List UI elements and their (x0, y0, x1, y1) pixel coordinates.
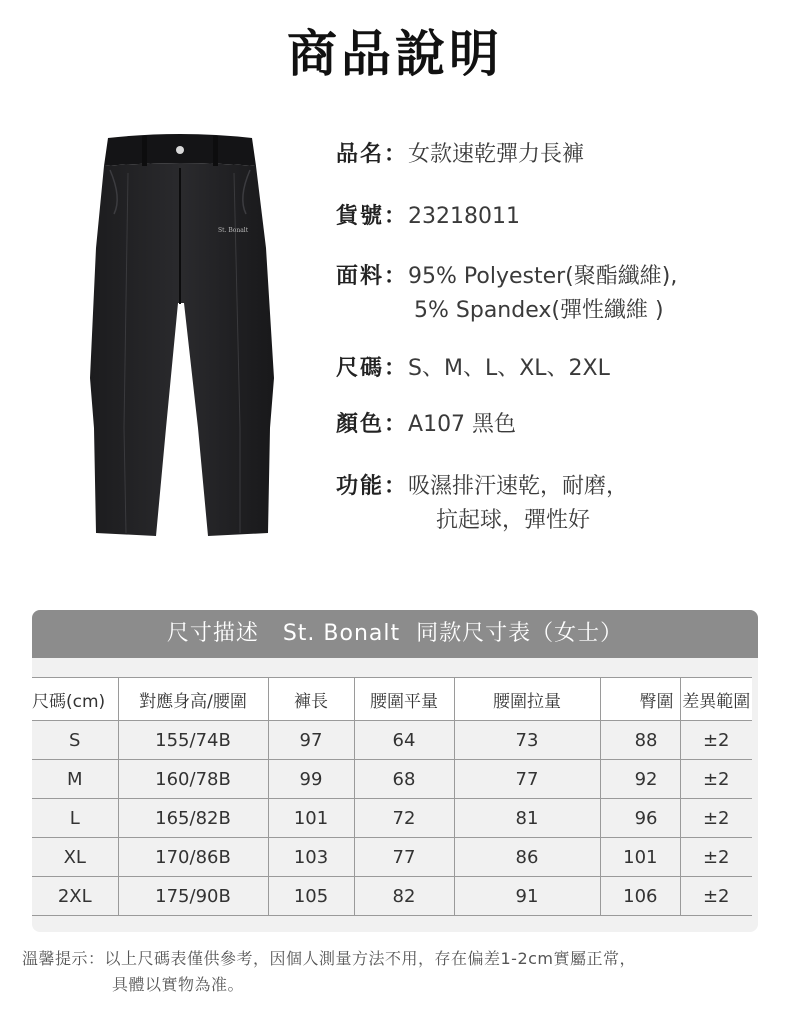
spec-value: A107 黑色 (408, 412, 517, 437)
note-line: 溫馨提示：以上尺碼表僅供參考，因個人測量方法不用，存在偏差1-2cm實屬正常， (22, 949, 637, 968)
table-cell: 105 (268, 877, 354, 916)
table-cell: 91 (454, 877, 600, 916)
table-cell: 155/74B (118, 721, 268, 760)
table-cell: 101 (600, 838, 680, 877)
table-cell: 170/86B (118, 838, 268, 877)
size-chart-heading: 尺寸描述 St. Bonalt 同款尺寸表（女士） (32, 610, 758, 658)
spec-value: 吸濕排汗速乾，耐磨， (408, 474, 629, 499)
column-header: 差異範圍 (680, 678, 752, 721)
table-cell: ±2 (680, 877, 752, 916)
size-cell: 2XL (32, 877, 118, 916)
pants-logo-text: St. Bonalt (218, 227, 249, 234)
spec-key: 面料： (336, 264, 409, 289)
table-cell: 175/90B (118, 877, 268, 916)
table-cell: 82 (354, 877, 454, 916)
pants-product-image (70, 128, 290, 548)
table-header-row (32, 678, 752, 721)
table-cell: 160/78B (118, 760, 268, 799)
spec-key: 尺碼： (336, 356, 409, 381)
table-cell: ±2 (680, 760, 752, 799)
column-header: 褲長 (268, 678, 354, 721)
spec-item-function (336, 470, 628, 538)
spec-value: 23218011 (408, 204, 520, 229)
spec-key: 貨號： (336, 204, 409, 229)
spec-item-color (336, 408, 516, 442)
table-cell: 64 (354, 721, 454, 760)
spec-value: 95% Polyester(聚酯纖維), (408, 264, 678, 289)
table-row (32, 799, 752, 838)
spec-key: 顏色： (336, 412, 409, 437)
spec-key: 品名： (336, 142, 409, 167)
table-cell: 96 (600, 799, 680, 838)
table-cell: ±2 (680, 721, 752, 760)
table-cell: 77 (454, 760, 600, 799)
table-row (32, 838, 752, 877)
spec-value-cont: 抗起球，彈性好 (436, 508, 591, 533)
size-cell: M (32, 760, 118, 799)
table-cell: ±2 (680, 799, 752, 838)
column-header: 尺碼(cm) (32, 678, 118, 721)
table-cell: 92 (600, 760, 680, 799)
spec-value-cont: 5% Spandex(彈性纖維 ) (414, 298, 664, 323)
column-header: 臀圍 (600, 678, 680, 721)
table-cell: 81 (454, 799, 600, 838)
table-cell: 72 (354, 799, 454, 838)
table-cell: 165/82B (118, 799, 268, 838)
size-cell: S (32, 721, 118, 760)
note-line: 具體以實物為准。 (112, 975, 245, 994)
size-table (32, 677, 752, 916)
table-cell: 68 (354, 760, 454, 799)
table-cell: 88 (600, 721, 680, 760)
table-cell: 97 (268, 721, 354, 760)
spec-item-name (336, 138, 584, 172)
size-cell: L (32, 799, 118, 838)
column-header: 對應身高/腰圍 (118, 678, 268, 721)
size-cell: XL (32, 838, 118, 877)
column-header: 腰圍拉量 (454, 678, 600, 721)
table-cell: 86 (454, 838, 600, 877)
table-row (32, 721, 752, 760)
size-note (22, 946, 636, 998)
column-header: 腰圍平量 (354, 678, 454, 721)
table-cell: 77 (354, 838, 454, 877)
table-cell: 99 (268, 760, 354, 799)
table-row (32, 760, 752, 799)
spec-value: 女款速乾彈力長褲 (408, 142, 585, 167)
table-cell: 73 (454, 721, 600, 760)
spec-item-sizes (336, 352, 610, 386)
table-cell: ±2 (680, 838, 752, 877)
table-cell: 106 (600, 877, 680, 916)
spec-value: S、M、L、XL、2XL (408, 356, 610, 381)
page-title: 商品說明 (287, 25, 503, 83)
spec-key: 功能： (336, 474, 409, 499)
spec-item-sku (336, 200, 520, 234)
table-cell: 103 (268, 838, 354, 877)
spec-item-fabric (336, 260, 677, 328)
table-row (32, 877, 752, 916)
table-cell: 101 (268, 799, 354, 838)
